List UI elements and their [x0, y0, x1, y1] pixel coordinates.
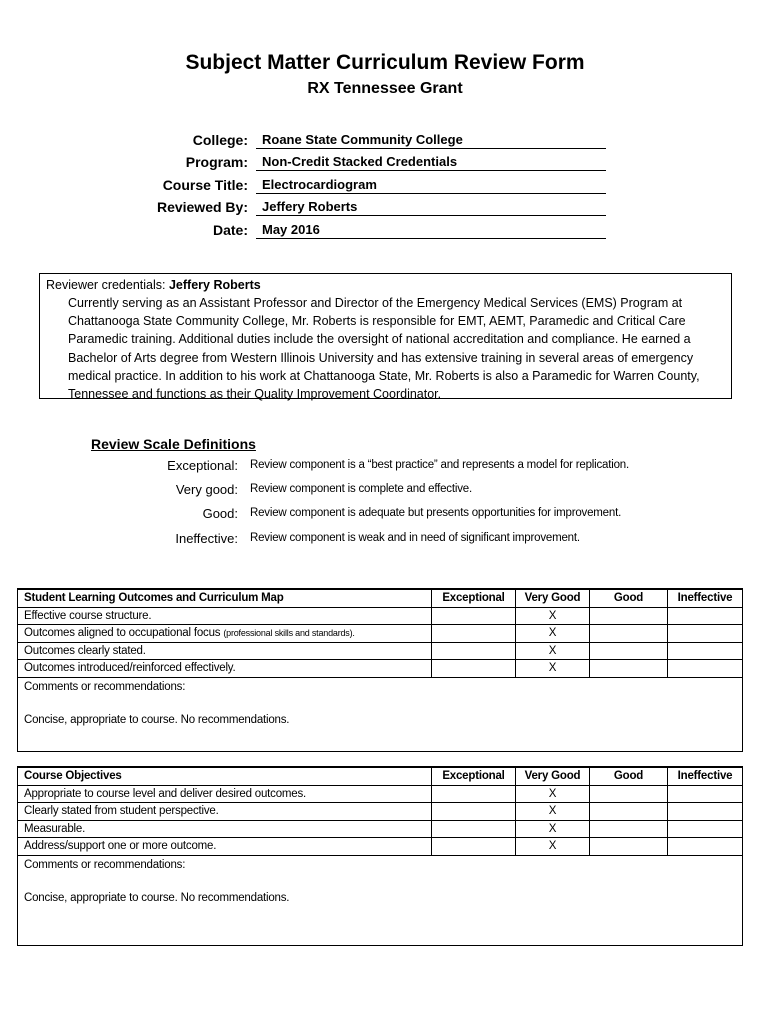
scale-definition: Review component is a “best practice” and represents a model for replication.	[250, 459, 629, 471]
criterion-text: Outcomes aligned to occupational focus	[24, 627, 221, 639]
table-row	[18, 642, 743, 660]
rating-cell-exceptional	[432, 838, 516, 856]
column-header-good: Good	[590, 767, 668, 785]
info-row-college	[0, 130, 770, 150]
column-header-exceptional: Exceptional	[432, 589, 516, 607]
scale-row-ineffective	[0, 531, 770, 549]
comments-cell	[18, 677, 743, 751]
rating-cell-good	[590, 660, 668, 678]
scale-term: Very good:	[175, 482, 238, 497]
column-header-exceptional: Exceptional	[432, 767, 516, 785]
rating-cell-ineffective	[668, 607, 743, 625]
rating-cell-ineffective	[668, 803, 743, 821]
credentials-label: Reviewer credentials:	[46, 278, 166, 292]
scale-definition: Review component is weak and in need of significant improvement.	[250, 532, 580, 544]
scale-term: Ineffective:	[175, 531, 238, 546]
comments-text: Concise, appropriate to course. No recommendations.	[24, 891, 290, 904]
criterion	[18, 642, 432, 660]
table-header-row	[18, 767, 743, 785]
info-row-reviewed-by	[0, 197, 770, 217]
form-subtitle: RX Tennessee Grant	[307, 80, 463, 97]
rating-cell-very-good: X	[516, 660, 590, 678]
criterion	[18, 625, 432, 643]
table-row	[18, 838, 743, 856]
rating-cell-good	[590, 785, 668, 803]
info-row-course-title	[0, 175, 770, 195]
section-heading: Course Objectives	[18, 767, 432, 785]
info-label: Course Title:	[162, 177, 248, 193]
info-row-date	[0, 220, 770, 240]
table-row	[18, 785, 743, 803]
info-value-course-title: Electrocardiogram	[256, 175, 606, 194]
comments-text: Concise, appropriate to course. No recommendations.	[24, 713, 290, 726]
rating-cell-exceptional	[432, 607, 516, 625]
info-value-college: Roane State Community College	[256, 130, 606, 149]
comments-row	[18, 677, 743, 751]
criterion	[18, 820, 432, 838]
table-row	[18, 660, 743, 678]
criterion	[18, 803, 432, 821]
column-header-ineffective: Ineffective	[668, 589, 743, 607]
rating-cell-very-good: X	[516, 625, 590, 643]
criterion-text: Appropriate to course level and deliver desired outcomes.	[24, 787, 307, 800]
comments-label: Comments or recommendations:	[24, 858, 186, 871]
scale-definition: Review component is complete and effective.	[250, 483, 472, 495]
column-header-very-good: Very Good	[516, 589, 590, 607]
criterion	[18, 660, 432, 678]
rating-cell-good	[590, 607, 668, 625]
info-value-reviewed-by: Jeffery Roberts	[256, 197, 606, 216]
criterion-text: Measurable.	[24, 822, 86, 835]
rating-cell-very-good: X	[516, 785, 590, 803]
rating-cell-exceptional	[432, 660, 516, 678]
criterion-text: Outcomes introduced/reinforced effectively.	[24, 662, 236, 674]
info-label: Program:	[185, 154, 248, 170]
reviewer-credentials-box	[39, 273, 732, 402]
rating-cell-very-good: X	[516, 803, 590, 821]
scale-definition: Review component is adequate but presents opportunities for improvement.	[250, 507, 622, 519]
rating-cell-ineffective	[668, 660, 743, 678]
credentials-name: Jeffery Roberts	[168, 278, 261, 292]
review-table-learning-outcomes	[17, 588, 743, 752]
rating-cell-ineffective	[668, 785, 743, 803]
scale-term: Exceptional:	[167, 458, 238, 473]
rating-cell-exceptional	[432, 642, 516, 660]
criterion	[18, 785, 432, 803]
rating-cell-good	[590, 642, 668, 660]
rating-cell-good	[590, 625, 668, 643]
scale-row-good	[0, 506, 770, 524]
scale-row-very-good	[0, 482, 770, 500]
rating-cell-exceptional	[432, 625, 516, 643]
rating-cell-very-good: X	[516, 820, 590, 838]
rating-cell-exceptional	[432, 820, 516, 838]
criterion	[18, 607, 432, 625]
review-table-course-objectives	[17, 766, 743, 946]
rating-cell-ineffective	[668, 838, 743, 856]
rating-cell-ineffective	[668, 820, 743, 838]
criterion-note: (professional skills and standards).	[223, 628, 355, 638]
rating-cell-very-good: X	[516, 642, 590, 660]
info-value-date: May 2016	[256, 220, 606, 239]
table-row	[18, 607, 743, 625]
table-row	[18, 820, 743, 838]
criterion-text: Effective course structure.	[24, 609, 152, 622]
info-value-program: Non-Credit Stacked Credentials	[256, 152, 606, 171]
comments-label: Comments or recommendations:	[24, 680, 186, 693]
comments-cell	[18, 855, 743, 945]
rating-cell-very-good: X	[516, 607, 590, 625]
scale-row-exceptional	[0, 458, 770, 476]
rating-cell-ineffective	[668, 642, 743, 660]
rating-cell-good	[590, 820, 668, 838]
column-header-good: Good	[590, 589, 668, 607]
section-heading: Student Learning Outcomes and Curriculum Map	[18, 589, 432, 607]
info-label: College:	[192, 132, 248, 148]
table-row	[18, 625, 743, 643]
rating-cell-exceptional	[432, 785, 516, 803]
column-header-ineffective: Ineffective	[668, 767, 743, 785]
info-label: Date:	[212, 222, 248, 238]
rating-cell-ineffective	[668, 625, 743, 643]
criterion-text: Clearly stated from student perspective.	[24, 805, 219, 817]
column-header-very-good: Very Good	[516, 767, 590, 785]
scale-term: Good:	[202, 506, 238, 521]
rating-cell-exceptional	[432, 803, 516, 821]
rating-cell-very-good: X	[516, 838, 590, 856]
scale-title: Review Scale Definitions	[91, 436, 256, 452]
form-title: Subject Matter Curriculum Review Form	[185, 51, 585, 74]
info-row-program	[0, 152, 770, 172]
rating-cell-good	[590, 803, 668, 821]
criterion-text: Outcomes clearly stated.	[24, 644, 146, 657]
table-row	[18, 803, 743, 821]
criterion	[18, 838, 432, 856]
criterion-text: Address/support one or more outcome.	[24, 840, 217, 852]
credentials-body: Currently serving as an Assistant Professor and Director of the Emergency Medical Services (EMS) Program at Chattanooga State Community College, Mr. Roberts is responsible for EMT, AEMT, Paramedic and Critical Care Paramedic training. Additional duties include the oversight of national accreditation and compliance. He earned a Bachelor of Arts degree from Western Illinois University and has extensive training in several areas of emergency medical practice. In addition to his work at Chattanooga State, Mr. Roberts is also a Paramedic for Warren County, Tennessee and functions as their Quality Improvement Coordinator.	[68, 296, 700, 402]
credentials-heading	[46, 276, 261, 294]
rating-cell-good	[590, 838, 668, 856]
info-label: Reviewed By:	[156, 199, 248, 215]
comments-row	[18, 855, 743, 945]
table-header-row	[18, 589, 743, 607]
